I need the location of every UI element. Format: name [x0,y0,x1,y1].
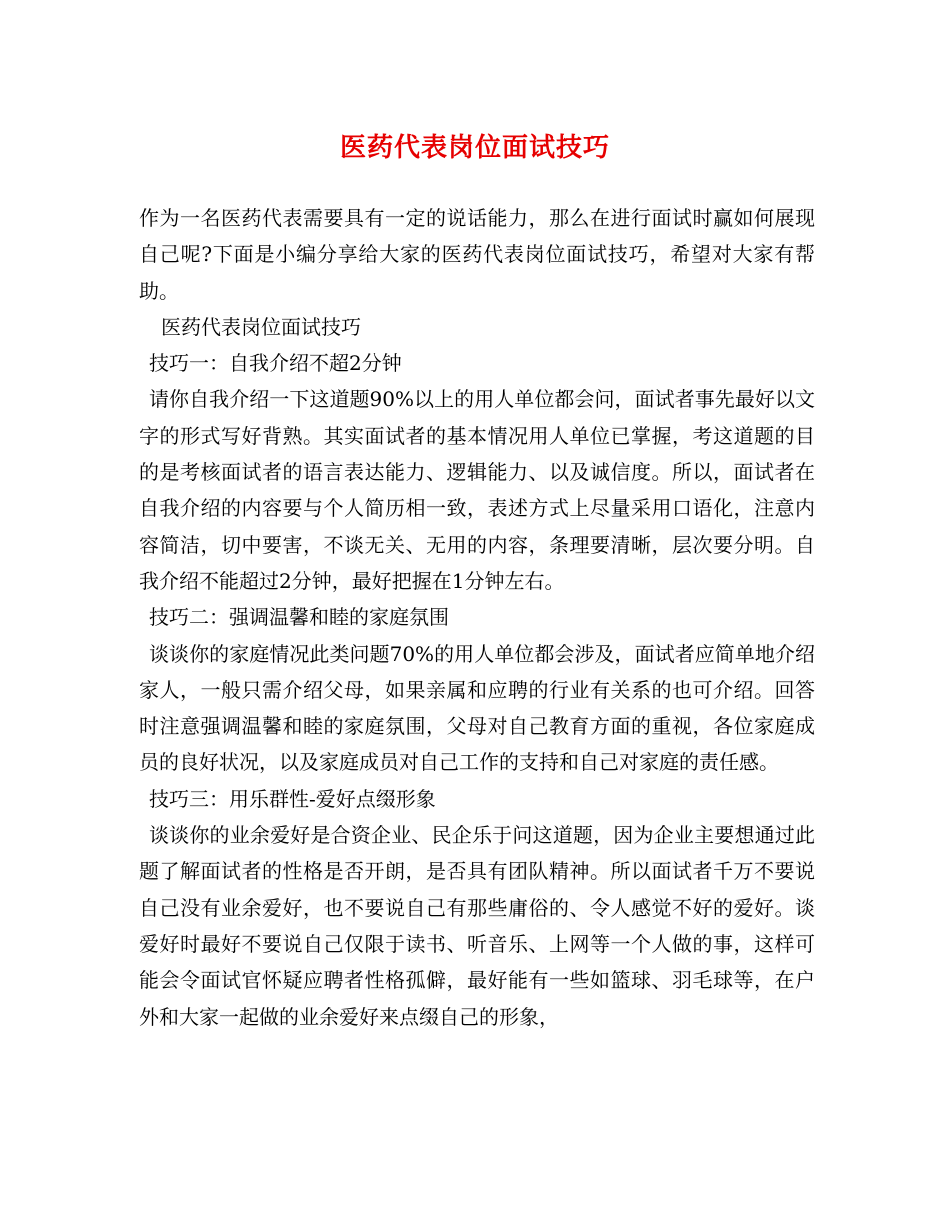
tip-heading-2: 技巧二：强调温馨和睦的家庭氛围 [149,605,449,630]
tip-body-2: 谈谈你的家庭情况此类问题70%的用人单位都会涉及，面试者应简单地介绍家人，一般只需介绍父母，如果亲属和应聘的行业有关系的也可介绍。回答时注意强调温馨和睦的家庭氛围，父母对自己教育方面的重视，各位家庭成员的良好状况，以及家庭成员对自己工作的支持和自己对家庭的责任感。 [139,641,815,775]
tip-heading-3: 技巧三：用乐群性-爱好点缀形象 [149,786,436,811]
intro-paragraph: 作为一名医药代表需要具有一定的说话能力，那么在进行面试时赢如何展现自己呢?下面是小编分享给大家的医药代表岗位面试技巧，希望对大家有帮助。 [139,206,815,303]
document-body [139,200,815,1035]
section-subtitle: 医药代表岗位面试技巧 [161,314,361,339]
document-title: 医药代表岗位面试技巧 [339,133,610,163]
tip-body-1: 请你自我介绍一下这道题90%以上的用人单位都会问，面试者事先最好以文字的形式写好背熟。其实面试者的基本情况用人单位已掌握，考这道题的目的是考核面试者的语言表达能力、逻辑能力、以及诚信度。所以，面试者在自我介绍的内容要与个人简历相一致，表述方式上尽量采用口语化，注意内容简洁，切中要害，不谈无关、无用的内容，条理要清晰，层次要分明。自我介绍不能超过2分钟，最好把握在1分钟左右。 [139,387,815,593]
tip-heading-1: 技巧一：自我介绍不超2分钟 [149,351,402,376]
tip-body-3: 谈谈你的业余爱好是合资企业、民企乐于问这道题，因为企业主要想通过此题了解面试者的性格是否开朗，是否具有团队精神。所以面试者千万不要说自己没有业余爱好，也不要说自己有那些庸俗的、令人感觉不好的爱好。谈爱好时最好不要说自己仅限于读书、听音乐、上网等一个人做的事，这样可能会令面试官怀疑应聘者性格孤僻，最好能有一些如篮球、羽毛球等，在户外和大家一起做的业余爱好来点缀自己的形象， [139,823,815,1029]
